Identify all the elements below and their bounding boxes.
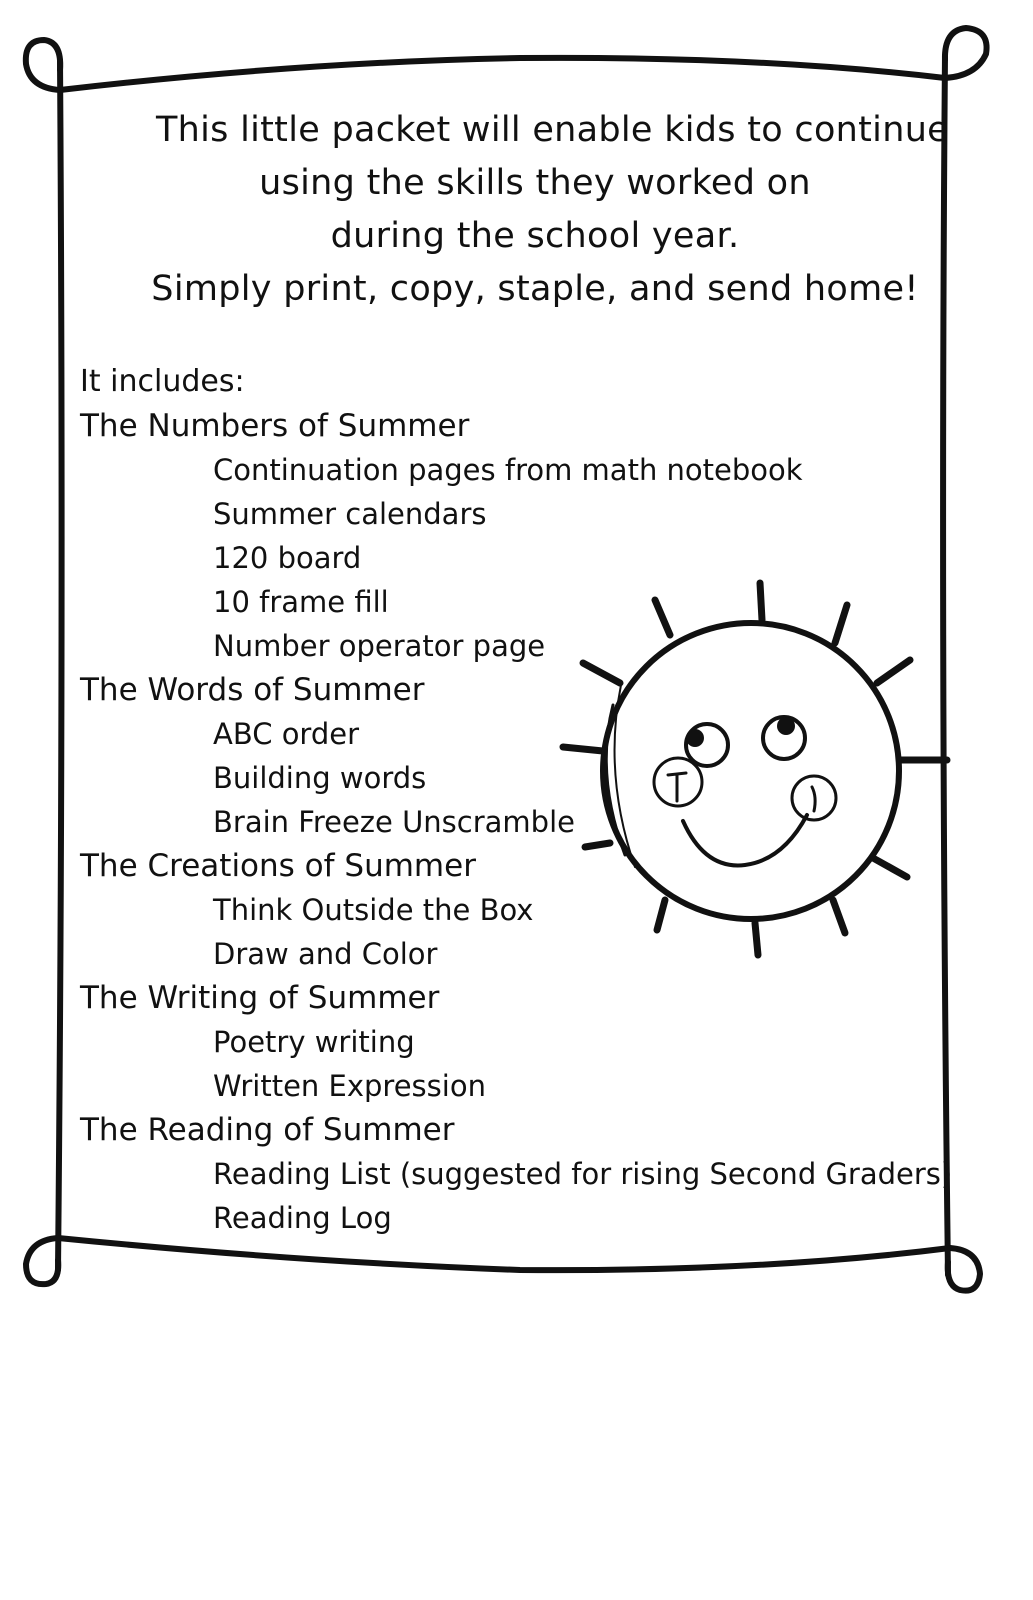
list-item: Draw and Color <box>213 937 438 971</box>
section-title: The Reading of Summer <box>80 1112 455 1148</box>
list-item: Poetry writing <box>213 1025 415 1059</box>
list-item: Reading List (suggested for rising Second Graders) <box>213 1157 953 1191</box>
section-title: The Creations of Summer <box>80 848 476 884</box>
intro-line: This little packet will enable kids to continue <box>155 110 950 150</box>
contents-heading: It includes: <box>80 364 245 399</box>
intro-line: using the skills they worked on <box>259 163 811 203</box>
intro-line: during the school year. <box>330 216 740 256</box>
list-item: Brain Freeze Unscramble <box>213 805 575 839</box>
list-item: Summer calendars <box>213 497 487 531</box>
section-title: The Words of Summer <box>80 672 425 708</box>
list-item: 120 board <box>213 541 362 575</box>
intro-text <box>120 104 950 316</box>
list-item: Think Outside the Box <box>213 893 534 927</box>
list-item: Continuation pages from math notebook <box>213 453 803 487</box>
section-title: The Numbers of Summer <box>80 408 470 444</box>
smiling-sun-illustration <box>555 575 955 965</box>
intro-line: Simply print, copy, staple, and send home! <box>151 269 919 309</box>
list-item: Building words <box>213 761 427 795</box>
list-item: Reading Log <box>213 1201 392 1235</box>
list-item: Written Expression <box>213 1069 486 1103</box>
section-title: The Writing of Summer <box>80 980 440 1016</box>
list-item: Number operator page <box>213 629 546 663</box>
list-item: 10 frame fill <box>213 585 389 619</box>
list-item: ABC order <box>213 717 360 751</box>
